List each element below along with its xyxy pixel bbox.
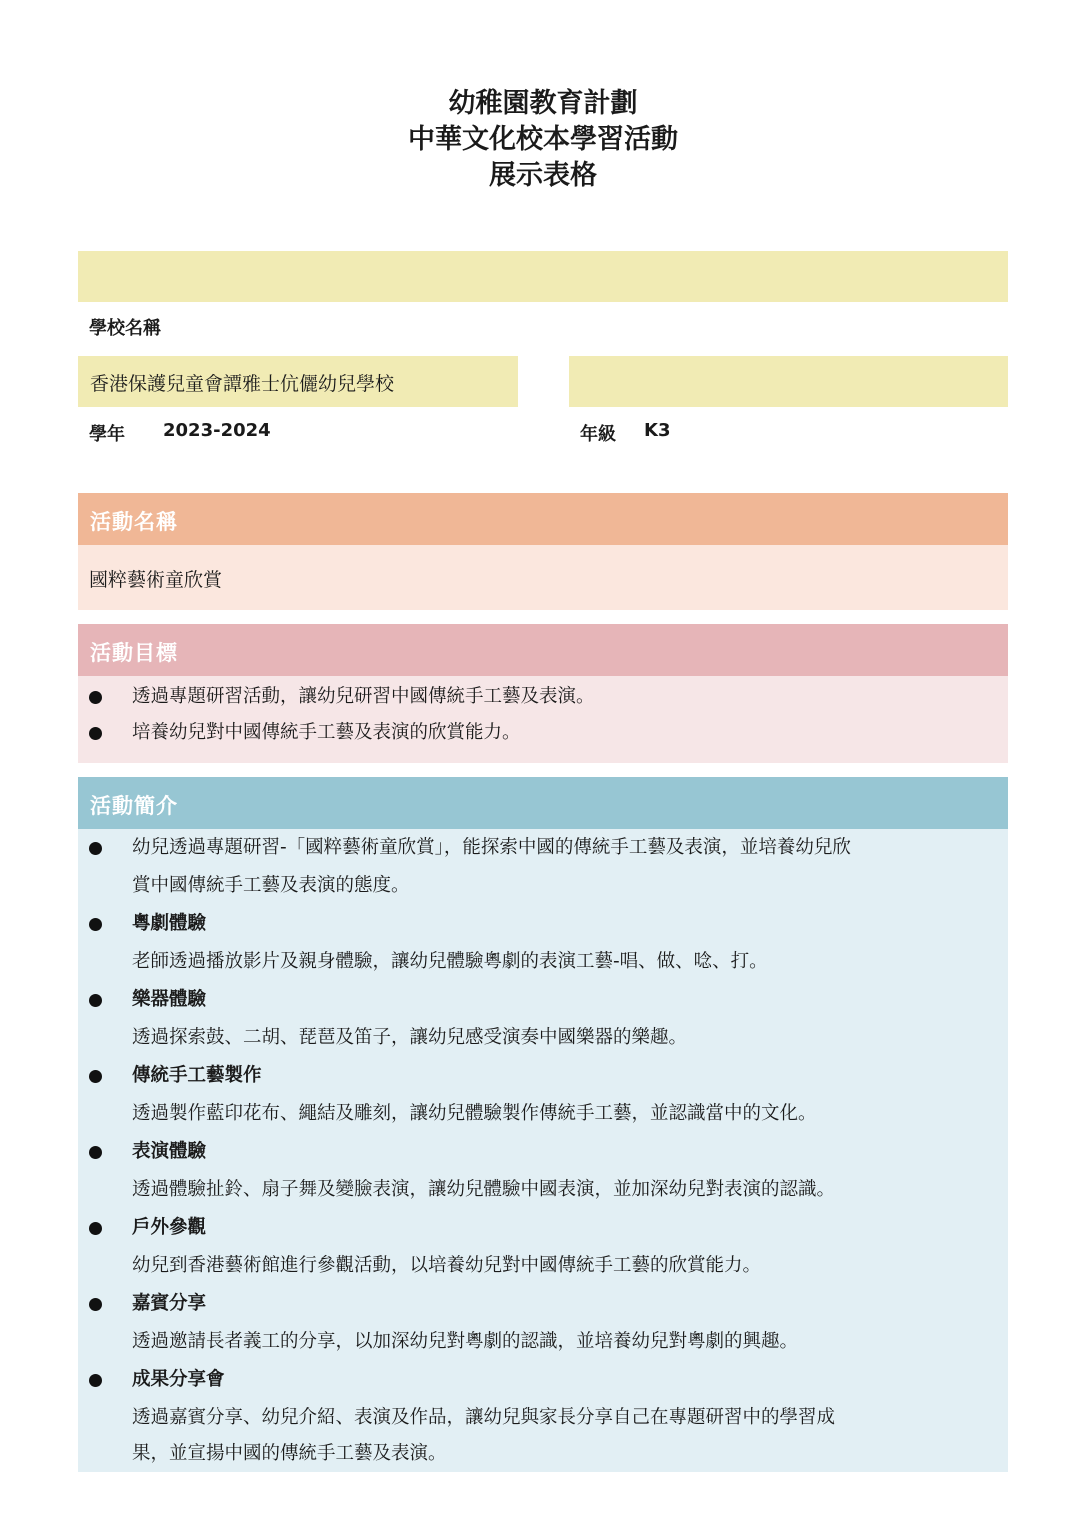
intro-item-text: 透過邀請長者義工的分享，以加深幼兒對粵劇的認識，並培養幼兒對粵劇的興趣。 <box>132 1331 799 1352</box>
bullet-icon <box>89 994 102 1007</box>
intro-lead-line-2: 賞中國傳統手工藝及表演的態度。 <box>132 875 410 896</box>
intro-item-text: 透過嘉賓分享、幼兒介紹、表演及作品，讓幼兒與家長分享自己在專題研習中的學習成 <box>132 1407 836 1428</box>
activity-name-header: 活動名稱 <box>78 493 1008 545</box>
intro-item-title: 戶外參觀 <box>132 1217 207 1238</box>
intro-item-text: 老師透過播放影片及親身體驗，讓幼兒體驗粵劇的表演工藝-唱、做、唸、打。 <box>132 951 768 972</box>
intro-item-title: 表演體驗 <box>132 1141 207 1162</box>
title-line-2: 中華文化校本學習活動 <box>408 124 678 155</box>
blank-yellow-field <box>569 356 1008 407</box>
intro-item-text: 幼兒到香港藝術館進行參觀活動，以培養幼兒對中國傳統手工藝的欣賞能力。 <box>132 1255 762 1276</box>
intro-item-title: 傳統手工藝製作 <box>132 1065 262 1086</box>
objective-text: 培養幼兒對中國傳統手工藝及表演的欣賞能力。 <box>132 722 521 743</box>
bullet-icon <box>89 1374 102 1387</box>
bullet-icon <box>89 691 102 704</box>
bullet-icon <box>89 1222 102 1235</box>
bullet-icon <box>89 727 102 740</box>
bullet-icon <box>89 1070 102 1083</box>
objectives-body <box>78 676 1008 763</box>
intro-item-title: 樂器體驗 <box>132 989 207 1010</box>
document-title <box>0 86 1086 194</box>
intro-item-text: 透過製作藍印花布、繩結及雕刻，讓幼兒體驗製作傳統手工藝，並認識當中的文化。 <box>132 1103 817 1124</box>
activity-name-value: 國粹藝術童欣賞 <box>89 569 223 591</box>
year-label: 學年 <box>89 424 125 445</box>
intro-item-text-cont: 果，並宣揚中國的傳統手工藝及表演。 <box>132 1443 447 1464</box>
objectives-header: 活動目標 <box>78 624 1008 676</box>
bullet-icon <box>89 1298 102 1311</box>
intro-item-title: 粵劇體驗 <box>132 913 207 934</box>
bullet-icon <box>89 1146 102 1159</box>
intro-lead-line-1: 幼兒透過專題研習-「國粹藝術童欣賞」，能探索中國的傳統手工藝及表演，並培養幼兒欣 <box>132 837 851 858</box>
activity-name-body <box>78 545 1008 610</box>
intro-header: 活動簡介 <box>78 777 1008 829</box>
intro-body <box>78 829 1008 1472</box>
title-line-3: 展示表格 <box>489 160 597 191</box>
intro-item-text: 透過探索鼓、二胡、琵琶及笛子，讓幼兒感受演奏中國樂器的樂趣。 <box>132 1027 688 1048</box>
grade-label: 年級 <box>580 424 616 445</box>
year-value: 2023-2024 <box>163 420 271 441</box>
bullet-icon <box>89 842 102 855</box>
title-line-1: 幼稚園教育計劃 <box>448 88 638 119</box>
intro-item-text: 透過體驗扯鈴、扇子舞及變臉表演，讓幼兒體驗中國表演，並加深幼兒對表演的認識。 <box>132 1179 836 1200</box>
objective-text: 透過專題研習活動，讓幼兒研習中國傳統手工藝及表演。 <box>132 686 595 707</box>
bullet-icon <box>89 918 102 931</box>
top-yellow-band <box>78 251 1008 302</box>
intro-item-title: 成果分享會 <box>132 1369 225 1390</box>
school-name-value: 香港保護兒童會譚雅士伉儷幼兒學校 <box>90 373 395 395</box>
school-name-label: 學校名稱 <box>89 318 161 339</box>
grade-value: K3 <box>644 420 671 441</box>
intro-item-title: 嘉賓分享 <box>132 1293 207 1314</box>
